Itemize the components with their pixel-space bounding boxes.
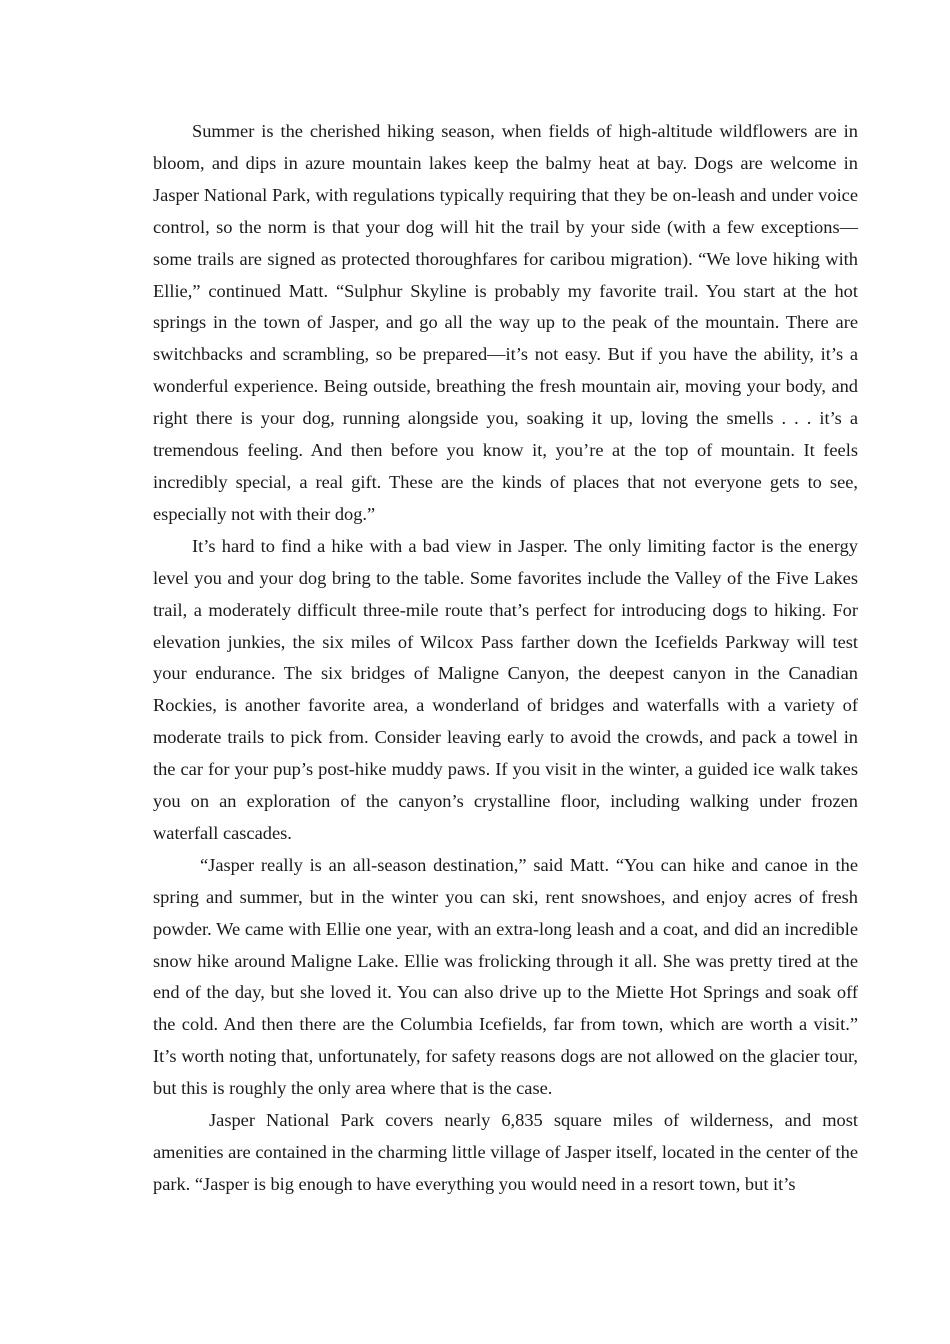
body-text	[153, 116, 858, 1201]
paragraph-hike-favorites: It’s hard to find a hike with a bad view in Jasper. The only limiting factor is the energy level you and your dog bring to the table. Some favorites include the Valley of the Five Lakes trail, a moderately difficult three-mile route that’s perfect for introducing dogs to hiking. For elevation junkies, the six miles of Wilcox Pass farther down the Icefields Parkway will test your endurance. The six bridges of Maligne Canyon, the deepest canyon in the Canadian Rockies, is another favorite area, a wonderland of bridges and waterfalls with a variety of moderate trails to pick from. Consider leaving early to avoid the crowds, and pack a towel in the car for your pup’s post-hike muddy paws. If you visit in the winter, a guided ice walk takes you on an exploration of the canyon’s crystalline floor, including walking under frozen waterfall cascades.	[153, 535, 858, 843]
paragraph-summer-hiking: Summer is the cherished hiking season, when fields of high-altitude wildflowers are in bloom, and dips in azure mountain lakes keep the balmy heat at bay. Dogs are welcome in Jasper National Park, with regulations typically requiring that they be on-leash and under voice control, so the norm is that your dog will hit the trail by your side (with a few exceptions—some trails are signed as protected thoroughfares for caribou migration). “We love hiking with Ellie,” continued Matt. “Sulphur Skyline is probably my favorite trail. You start at the hot springs in the town of Jasper, and go all the way up to the peak of the mountain. There are switchbacks and scrambling, so be prepared—it’s not easy. But if you have the ability, it’s a wonderful experience. Being outside, breathing the fresh mountain air, moving your body, and right there is your dog, running alongside you, soaking it up, loving the smells . . . it’s a tremendous feeling. And then before you know it, you’re at the top of mountain. It feels incredibly special, a real gift. These are the kinds of places that not everyone gets to see, especially not with their dog.”	[153, 121, 858, 524]
paragraph-park-village: Jasper National Park covers nearly 6,835 square miles of wilderness, and most amenities are contained in the charming little village of Jasper itself, located in the center of the park. “Jasper is big enough to have everything you would need in a resort town, but it’s	[153, 1110, 858, 1194]
paragraph-all-season: “Jasper really is an all-season destination,” said Matt. “You can hike and canoe in the spring and summer, but in the winter you can ski, rent snowshoes, and enjoy acres of fresh powder. We came with Ellie one year, with an extra-long leash and a coat, and did an incredible snow hike around Maligne Lake. Ellie was frolicking through it all. She was pretty tired at the end of the day, but she loved it. You can also drive up to the Miette Hot Springs and soak off the cold. And then there are the Columbia Icefields, far from town, which are worth a visit.” It’s worth noting that, unfortunately, for safety reasons dogs are not allowed on the glacier tour, but this is roughly the only area where that is the case.	[153, 854, 858, 1099]
